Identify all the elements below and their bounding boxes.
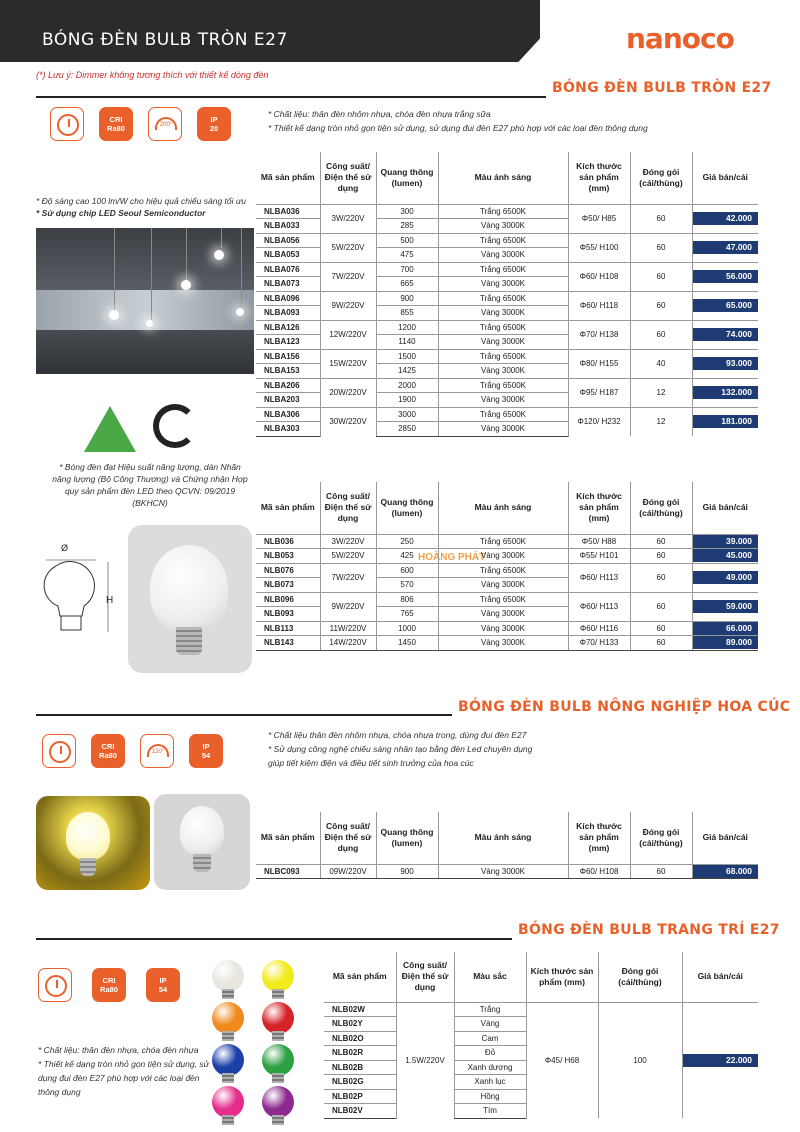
lumen: 250 xyxy=(376,534,438,549)
col-size: Kích thước sản phẩm (mm) xyxy=(568,812,630,864)
power: 09W/220V xyxy=(320,864,376,879)
feature-list-2 xyxy=(268,728,532,770)
power: 20W/220V xyxy=(320,378,376,407)
product-code: NLB096 xyxy=(256,592,320,607)
energy-saving-label-icon xyxy=(84,406,136,452)
height-label: H xyxy=(106,595,114,606)
cri-icon: CRI Ra80 xyxy=(91,734,125,768)
color-bulb-icon xyxy=(212,1086,244,1118)
size: Φ70/ H133 xyxy=(568,636,630,651)
lumen: 285 xyxy=(376,219,438,234)
feature-item: * Chất liệu: thân đèn nhôm nhựa, chóa đèn nhựa trắng sữa xyxy=(268,109,491,119)
table-row xyxy=(256,262,758,277)
pack: 60 xyxy=(630,204,692,233)
table-row xyxy=(256,204,758,219)
light-color: Vàng 3000K xyxy=(438,248,568,263)
lumen: 765 xyxy=(376,607,438,622)
product-code: NLBA206 xyxy=(256,378,320,393)
price: 65.000 xyxy=(692,291,758,320)
spec-icons-1 xyxy=(50,107,231,141)
col-lumen: Quang thông (lumen) xyxy=(376,482,438,534)
size: Φ60/ H108 xyxy=(568,262,630,291)
size: Φ55/ H100 xyxy=(568,233,630,262)
ip-icon: IP 54 xyxy=(189,734,223,768)
lumen: 1200 xyxy=(376,320,438,335)
light-color: Vàng 3000K xyxy=(438,422,568,437)
product-code: NLBA203 xyxy=(256,393,320,408)
bulb-base xyxy=(272,1073,284,1083)
feature-item: * Chất liệu thân đèn nhôm nhựa, chóa nhựa trong, dùng đui đèn E27 xyxy=(268,730,527,740)
lifetime-icon xyxy=(42,734,76,768)
pack: 60 xyxy=(630,549,692,564)
pack: 60 xyxy=(630,864,692,879)
table-row xyxy=(256,291,758,306)
light-color: Trắng 6500K xyxy=(438,291,568,306)
lumen: 1450 xyxy=(376,636,438,651)
size: Φ60/ H113 xyxy=(568,563,630,592)
lumen: 900 xyxy=(376,864,438,879)
table-row xyxy=(256,621,758,636)
product-table-bulb xyxy=(256,482,758,651)
light-color: Vàng 3000K xyxy=(438,335,568,350)
cri-icon: CRI Ra80 xyxy=(99,107,133,141)
section-title-deco-bulb: BÓNG ĐÈN BULB TRANG TRÍ E27 xyxy=(518,922,780,938)
pack: 100 xyxy=(598,1002,682,1118)
col-price: Giá bán/cái xyxy=(692,482,758,534)
light-color: Vàng 3000K xyxy=(438,219,568,234)
product-code: NLBA073 xyxy=(256,277,320,292)
light-color: Trắng 6500K xyxy=(438,233,568,248)
bulb-color: Cam xyxy=(454,1031,526,1046)
bulb-color: Đỏ xyxy=(454,1046,526,1061)
section-title-round-bulb: BÓNG ĐÈN BULB TRÒN E27 xyxy=(552,80,772,96)
bulb-color: Xanh lục xyxy=(454,1075,526,1090)
lumen: 500 xyxy=(376,233,438,248)
table-row xyxy=(256,534,758,549)
section-divider xyxy=(36,96,546,98)
size: Φ45/ H68 xyxy=(526,1002,598,1118)
product-code: NLB02V xyxy=(324,1104,396,1119)
price: 93.000 xyxy=(692,349,758,378)
product-code: NLBA053 xyxy=(256,248,320,263)
bulb-color: Trắng xyxy=(454,1002,526,1017)
ip-icon: IP 54 xyxy=(146,968,180,1002)
power: 3W/220V xyxy=(320,534,376,549)
lumen: 1500 xyxy=(376,349,438,364)
ip-icon: IP 20 xyxy=(197,107,231,141)
product-code: NLB02P xyxy=(324,1089,396,1104)
beam-angle-icon: 200° xyxy=(148,107,182,141)
col-code: Mã sản phẩm xyxy=(260,502,315,513)
product-code: NLBC093 xyxy=(256,864,320,879)
color-bulb-icon xyxy=(262,1044,294,1076)
price: 89.000 xyxy=(692,636,758,651)
price: 74.000 xyxy=(692,320,758,349)
price: 59.000 xyxy=(692,592,758,621)
bulb-base xyxy=(222,1031,234,1041)
lumen: 665 xyxy=(376,277,438,292)
power: 7W/220V xyxy=(320,262,376,291)
pack: 60 xyxy=(630,636,692,651)
col-pack: Đóng gói (cái/thùng) xyxy=(630,482,692,534)
price: 49.000 xyxy=(692,563,758,592)
lumen: 2850 xyxy=(376,422,438,437)
col-color: Màu ánh sáng xyxy=(438,482,568,534)
lumen: 1425 xyxy=(376,364,438,379)
price: 181.000 xyxy=(692,407,758,436)
bulb-photo xyxy=(128,525,252,673)
pack: 60 xyxy=(630,534,692,549)
lifetime-icon xyxy=(50,107,84,141)
power: 9W/220V xyxy=(320,592,376,621)
lumen: 600 xyxy=(376,563,438,578)
warehouse-photo xyxy=(36,228,254,374)
product-table-deco-bulb xyxy=(324,952,758,1119)
bulb-base xyxy=(272,1031,284,1041)
light-color: Vàng 3000K xyxy=(438,393,568,408)
size: Φ55/ H101 xyxy=(568,549,630,564)
product-code: NLBA056 xyxy=(256,233,320,248)
page-header xyxy=(0,0,800,62)
power: 9W/220V xyxy=(320,291,376,320)
power: 5W/220V xyxy=(320,549,376,564)
pack: 60 xyxy=(630,563,692,592)
feature-item: * Thiết kế dạng tròn nhỏ gọn tiện sử dụng, sử dụng đui đèn E27 phù hợp với các loại đèn thông dụng xyxy=(268,123,648,133)
feature-item: * Sử dụng công nghệ chiếu sáng nhân tạo bằng đèn Led chuyên dụng xyxy=(268,744,533,754)
pack: 60 xyxy=(630,291,692,320)
power: 12W/220V xyxy=(320,320,376,349)
col-size: Kích thước sản phẩm (mm) xyxy=(568,482,630,534)
size: Φ95/ H187 xyxy=(568,378,630,407)
light-color: Vàng 3000K xyxy=(438,277,568,292)
cri-icon: CRI Ra80 xyxy=(92,968,126,1002)
section-divider xyxy=(36,938,512,940)
product-code: NLBA033 xyxy=(256,219,320,234)
product-code: NLBA096 xyxy=(256,291,320,306)
spec-icons-2 xyxy=(42,734,223,768)
power: 3W/220V xyxy=(320,204,376,233)
product-table-agri-bulb xyxy=(256,812,758,879)
product-code: NLB076 xyxy=(256,563,320,578)
light-color: Trắng 6500K xyxy=(438,320,568,335)
bulb-color: Vàng xyxy=(454,1017,526,1032)
col-pack: Đóng gói (cái/thùng) xyxy=(630,812,692,864)
product-code: NLB02B xyxy=(324,1060,396,1075)
col-price: Giá bán/cái xyxy=(682,952,758,1002)
pack: 60 xyxy=(630,233,692,262)
col-power: Công suất/ Điện thế sử dụng xyxy=(396,952,454,1002)
section-title-agri-bulb: BÓNG ĐÈN BULB NÔNG NGHIỆP HOA CÚC xyxy=(458,699,791,715)
page-title: BÓNG ĐÈN BULB TRÒN E27 xyxy=(42,30,288,50)
size: Φ50/ H85 xyxy=(568,204,630,233)
light-color: Trắng 6500K xyxy=(438,204,568,219)
pack: 12 xyxy=(630,378,692,407)
light-color: Trắng 6500K xyxy=(438,407,568,422)
bulb-base xyxy=(222,989,234,999)
bulb-base xyxy=(222,1073,234,1083)
price: 68.000 xyxy=(692,864,758,879)
light-color: Trắng 6500K xyxy=(438,378,568,393)
light-color: Trắng 6500K xyxy=(438,592,568,607)
product-code: NLBA076 xyxy=(256,262,320,277)
product-code: NLBA306 xyxy=(256,407,320,422)
table-row xyxy=(256,378,758,393)
col-power: Công suất/ Điện thế sử dụng xyxy=(320,152,376,204)
col-code: Mã sản phẩm xyxy=(260,832,315,843)
light-color: Vàng 3000K xyxy=(438,364,568,379)
diameter-label: Ø xyxy=(61,543,69,553)
table-row xyxy=(256,592,758,607)
feature-list-3: * Chất liệu: thân đèn nhựa, chóa đèn nhựa * Thiết kế dạng tròn nhỏ gọn tiện sử dụng, sử dụng đui đèn E27 phù hợp với các loại đèn thông dụng xyxy=(38,1045,209,1097)
product-code: NLB02Y xyxy=(324,1017,396,1032)
light-color: Vàng 3000K xyxy=(438,306,568,321)
lumen: 1140 xyxy=(376,335,438,350)
light-color: Trắng 6500K xyxy=(438,262,568,277)
light-color: Vàng 3000K xyxy=(438,607,568,622)
watermark: HOÀNG PHÁT xyxy=(418,552,486,563)
lumen: 425 xyxy=(376,549,438,564)
pack: 60 xyxy=(630,621,692,636)
col-power: Công suất/ Điện thế sử dụng xyxy=(320,812,376,864)
product-code: NLBA126 xyxy=(256,320,320,335)
col-color: Màu ánh sáng xyxy=(438,152,568,204)
product-code: NLB113 xyxy=(256,621,320,636)
product-code: NLBA153 xyxy=(256,364,320,379)
table-row xyxy=(256,407,758,422)
table-row xyxy=(256,864,758,879)
bulb-base xyxy=(272,1115,284,1125)
price: 45.000 xyxy=(692,549,758,564)
product-code: NLBA303 xyxy=(256,422,320,437)
chrysanthemum-photo xyxy=(36,796,150,890)
product-code: NLB02O xyxy=(324,1031,396,1046)
price: 39.000 xyxy=(692,534,758,549)
power: 14W/220V xyxy=(320,636,376,651)
lumen: 700 xyxy=(376,262,438,277)
light-color: Vàng 3000K xyxy=(438,578,568,593)
product-code: NLBA093 xyxy=(256,306,320,321)
power: 5W/220V xyxy=(320,233,376,262)
size: Φ60/ H116 xyxy=(568,621,630,636)
product-code: NLB036 xyxy=(256,534,320,549)
spec-icons-3 xyxy=(38,968,180,1002)
price: 132.000 xyxy=(692,378,758,407)
lumen: 2000 xyxy=(376,378,438,393)
chip-note-text: * Sử dụng chip LED Seoul Semiconductor xyxy=(36,208,206,218)
size: Φ80/ H155 xyxy=(568,349,630,378)
col-color: Màu ánh sáng xyxy=(438,812,568,864)
bulb-color: Hồng xyxy=(454,1089,526,1104)
dimmer-note: (*) Lưu ý: Dimmer không tương thích với thiết kế dòng đèn xyxy=(36,70,269,80)
power: 30W/220V xyxy=(320,407,376,436)
product-code: NLBA156 xyxy=(256,349,320,364)
size: Φ70/ H138 xyxy=(568,320,630,349)
lumen: 1900 xyxy=(376,393,438,408)
pack: 60 xyxy=(630,320,692,349)
table-row xyxy=(324,1002,758,1017)
product-code: NLBA036 xyxy=(256,204,320,219)
product-table-round-bulb xyxy=(256,152,758,437)
agri-bulb-photo xyxy=(154,794,250,890)
pack: 40 xyxy=(630,349,692,378)
bulb-base xyxy=(222,1115,234,1125)
product-code: NLB02W xyxy=(324,1002,396,1017)
lumen: 1000 xyxy=(376,621,438,636)
table-row xyxy=(256,320,758,335)
brightness-note xyxy=(36,195,256,219)
price: 47.000 xyxy=(692,233,758,262)
col-code: Mã sản phẩm xyxy=(260,172,315,183)
bulb-color: Xanh dương xyxy=(454,1060,526,1075)
product-code: NLBA123 xyxy=(256,335,320,350)
pack: 60 xyxy=(630,262,692,291)
col-pack: Đóng gói (cái/thùng) xyxy=(598,952,682,1002)
color-bulb-icon xyxy=(212,1044,244,1076)
color-bulb-icon xyxy=(212,1002,244,1034)
table-row xyxy=(256,349,758,364)
cr-certification-icon xyxy=(153,404,197,448)
price: 56.000 xyxy=(692,262,758,291)
col-lumen: Quang thông (lumen) xyxy=(376,812,438,864)
lumen: 570 xyxy=(376,578,438,593)
light-color: Vàng 3000K xyxy=(438,636,568,651)
price: 66.000 xyxy=(692,621,758,636)
price: 42.000 xyxy=(692,204,758,233)
lumen: 475 xyxy=(376,248,438,263)
light-color: Vàng 3000K xyxy=(438,549,568,564)
col-pack: Đóng gói (cái/thùng) xyxy=(630,152,692,204)
certification-note: * Bóng đèn đạt Hiệu suất năng lượng, dán Nhãn năng lượng (Bộ Công Thương) và Chứng nhận Hợp quy sản phẩm đèn LED theo QCVN: 09/2019 (BKHCN) xyxy=(52,462,248,508)
col-size: Kích thước sản phẩm (mm) xyxy=(568,152,630,204)
product-code: NLB093 xyxy=(256,607,320,622)
col-lumen: Quang thông (lumen) xyxy=(376,152,438,204)
lumen: 855 xyxy=(376,306,438,321)
brightness-note-text: * Độ sáng cao 100 lm/W cho hiệu quả chiếu sáng tối ưu xyxy=(36,196,246,206)
product-code: NLB073 xyxy=(256,578,320,593)
lumen: 900 xyxy=(376,291,438,306)
size: Φ60/ H118 xyxy=(568,291,630,320)
bulb-color: Tím xyxy=(454,1104,526,1119)
table-row xyxy=(256,233,758,248)
power: 11W/220V xyxy=(320,621,376,636)
table-row xyxy=(256,563,758,578)
col-size: Kích thước sản phẩm (mm) xyxy=(526,952,598,1002)
product-code: NLB02R xyxy=(324,1046,396,1061)
feature-list-1 xyxy=(268,107,648,135)
price: 22.000 xyxy=(682,1002,758,1118)
product-code: NLB143 xyxy=(256,636,320,651)
color-bulb-icon xyxy=(262,1002,294,1034)
lumen: 3000 xyxy=(376,407,438,422)
power: 7W/220V xyxy=(320,563,376,592)
size: Φ50/ H88 xyxy=(568,534,630,549)
beam-angle-icon: 120° xyxy=(140,734,174,768)
product-code: NLB053 xyxy=(256,549,320,564)
pack: 60 xyxy=(630,592,692,621)
light-color: Trắng 6500K xyxy=(438,563,568,578)
light-color: Vàng 3000K xyxy=(438,621,568,636)
light-color: Trắng 6500K xyxy=(438,349,568,364)
color-bulb-icon xyxy=(262,1086,294,1118)
table-row xyxy=(256,636,758,651)
size: Φ120/ H232 xyxy=(568,407,630,436)
pack: 12 xyxy=(630,407,692,436)
color-bulb-icon xyxy=(212,960,244,992)
col-power: Công suất/ Điện thế sử dụng xyxy=(320,482,376,534)
size: Φ60/ H108 xyxy=(568,864,630,879)
lumen: 806 xyxy=(376,592,438,607)
product-code: NLB02G xyxy=(324,1075,396,1090)
table-row xyxy=(256,549,758,564)
col-price: Giá bán/cái xyxy=(692,152,758,204)
lumen: 300 xyxy=(376,204,438,219)
col-code: Mã sản phẩm xyxy=(332,971,387,982)
size: Φ60/ H113 xyxy=(568,592,630,621)
light-color: Trắng 6500K xyxy=(438,534,568,549)
col-color: Màu sắc xyxy=(454,952,526,1002)
power: 15W/220V xyxy=(320,349,376,378)
col-price: Giá bán/cái xyxy=(692,812,758,864)
light-color: Vàng 3000K xyxy=(438,864,568,879)
lifetime-icon xyxy=(38,968,72,1002)
color-bulb-icon xyxy=(262,960,294,992)
feature-item: giúp tiết kiệm điện và điều tiết sinh trưởng của hoa cúc xyxy=(268,758,474,768)
power: 1.5W/220V xyxy=(396,1002,454,1118)
section-divider xyxy=(36,714,452,716)
brand-logo: nanoco xyxy=(626,22,734,55)
bulb-base xyxy=(272,989,284,999)
